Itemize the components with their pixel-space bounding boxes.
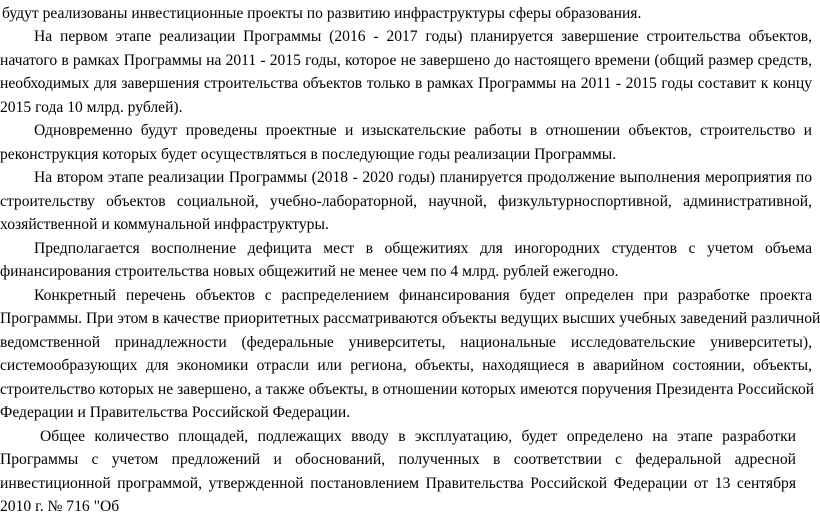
text-line: системообразующих для экономики отрасли или региона, объекты, находящиеся в аварийном состоянии, объекты, [0,357,812,374]
text-line: Одновременно будут проведены проектные и изыскательские работы в отношении объектов, строительство и [34,122,812,139]
text-line: Программы с учетом предложений и обоснований, полученных в соответствии с федеральной адресной [0,451,796,468]
text-line: Программы. При этом в качестве приоритетных рассматриваются объекты ведущих высших учебных заведений различной [0,310,820,327]
text-line: строительство которых не завершено, а также объекты, в отношении которых имеются поручения Президента Российской [0,381,815,398]
text-line: строительству объектов социальной, учебно-лабораторной, научной, физкультурноспортивной, административной, [0,193,812,210]
text-line: будут реализованы инвестиционные проекты по развитию инфраструктуры сферы образования. [2,5,642,22]
text-line: 2010 г. № 716 "Об [0,498,120,515]
text-line: Общее количество площадей, подлежащих вводу в эксплуатацию, будет определено на этапе разработки [40,428,796,445]
text-line: Конкретный перечень объектов с распределением финансирования будет определен при разработке проекта [34,287,812,304]
text-line: начатого в рамках Программы на 2011 - 2015 годы, которое не завершено до настоящего времени (общий размер средств, [0,52,812,69]
text-line: Федерации и Правительства Российской Федерации. [0,404,351,421]
text-line: На первом этапе реализации Программы (2016 - 2017 годы) планируется завершение строительства объектов, [34,28,812,45]
text-line: ведомственной принадлежности (федеральные университеты, национальные исследовательские университеты), [0,334,812,351]
text-line: инвестиционной программой, утвержденной постановлением Правительства Российской Федерации от 13 сентября [0,475,796,492]
text-line: Предполагается восполнение дефицита мест в общежитиях для иногородних студентов с учетом объема [34,240,812,257]
text-line: хозяйственной и коммунальной инфраструктуры. [0,216,329,233]
text-line: реконструкция которых будет осуществляться в последующие годы реализации Программы. [0,146,617,163]
text-line: 2015 года 10 млрд. рублей). [0,99,183,116]
text-line: необходимых для завершения строительства объектов только в рамках Программы на 2011 - 2015 годы составит к концу [0,75,812,92]
text-line: финансирования строительства новых общежитий не менее чем по 4 млрд. рублей ежегодно. [0,263,619,280]
text-line: На втором этапе реализации Программы (2018 - 2020 годы) планируется продолжение выполнения мероприятия по [34,169,812,186]
